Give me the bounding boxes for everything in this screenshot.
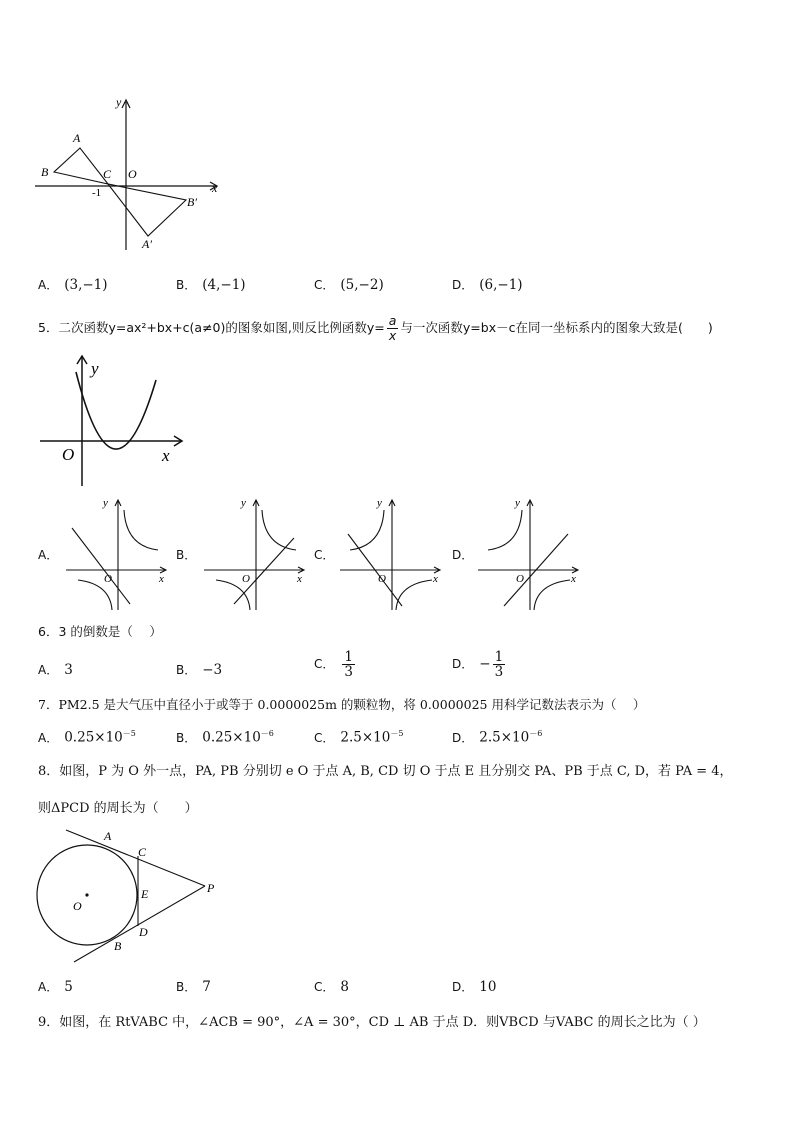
q5-option-b[interactable]: B． xyxy=(176,548,197,562)
q5-option-d[interactable]: D． xyxy=(452,548,474,562)
q6-question: 6．3 的倒数是（ ） xyxy=(38,624,162,639)
q4-option-c[interactable]: C． (5,−2) xyxy=(314,277,384,293)
q5-label-O: O xyxy=(62,445,75,464)
q8-label-B: B xyxy=(114,939,122,953)
q5-d-label-O: O xyxy=(516,573,524,585)
q4-label-B: B xyxy=(41,165,49,179)
q8-circle-figure xyxy=(30,826,230,966)
q5-a-label-O: O xyxy=(104,573,112,585)
q5-c-label-y: y xyxy=(377,497,382,509)
q9-question: 9．如图，在 RtVABC 中，∠ACB = 90°，∠A = 30°，CD ⊥ AB 于点 D．则VBCD 与VABC 的周长之比为（ ） xyxy=(38,1015,706,1030)
q8-label-C: C xyxy=(138,845,147,859)
q8-option-b[interactable]: B． 7 xyxy=(176,979,211,995)
q4-option-a[interactable]: A． (3,−1) xyxy=(38,277,108,293)
q4-figure xyxy=(30,90,230,260)
q6-option-a[interactable]: A． 3 xyxy=(38,662,73,678)
q5-parabola-figure xyxy=(36,350,186,490)
q7-option-d[interactable]: D． $2.5\times 10^{-6}$ xyxy=(452,729,543,746)
q8-option-c[interactable]: C． 8 xyxy=(314,979,349,995)
q5-label-x: x xyxy=(162,446,170,465)
q6-option-c[interactable]: C． $\frac{1}{3}$ xyxy=(314,649,353,680)
q4-option-d[interactable]: D． (6,−1) xyxy=(452,277,523,293)
q8-label-E: E xyxy=(141,887,149,901)
q8-question-line2: 则ΔPCD 的周长为（ ） xyxy=(38,801,198,816)
q7-option-a[interactable]: A． $0.25\times 10^{-5}$ xyxy=(38,729,136,746)
q7-option-c[interactable]: C． $2.5\times 10^{-5}$ xyxy=(314,729,404,746)
q7-option-b[interactable]: B． $0.25\times 10^{-6}$ xyxy=(176,729,274,746)
q5-b-label-x: x xyxy=(297,573,302,585)
q5-option-c-graph xyxy=(336,492,446,614)
q6-option-b[interactable]: B． −3 xyxy=(176,662,223,678)
q6-option-d[interactable]: D． − $\frac{1}{3}$ xyxy=(452,649,504,680)
q5-a-label-x: x xyxy=(159,573,164,585)
q5-b-label-O: O xyxy=(242,573,250,585)
q5-option-a[interactable]: A． xyxy=(38,548,59,562)
q4-label-B-prime: B′ xyxy=(187,195,197,209)
q5-option-c[interactable]: C． xyxy=(314,548,335,562)
q4-option-b[interactable]: B． (4,−1) xyxy=(176,277,246,293)
q5-a-label-y: y xyxy=(103,497,108,509)
q5-option-a-graph xyxy=(62,492,172,614)
q8-label-A: A xyxy=(104,829,112,843)
q8-label-D: D xyxy=(139,925,148,939)
q4-label-neg1: -1 xyxy=(92,187,102,199)
q5-question: 5．二次函数y=ax²+bx+c(a≠0)的图象如图,则反比例函数y= $\frac{a}{x}$ 与一次函数y=bx－c在同一坐标系内的图象大致是( ) xyxy=(38,313,713,343)
q8-question-line1: 8．如图，P 为 O 外一点，PA, PB 分别切 e O 于点 A, B, CD 切 O 于点 E 且分别交 PA、PB 于点 C, D，若 PA = 4， xyxy=(38,764,733,779)
q8-option-a[interactable]: A． 5 xyxy=(38,979,73,995)
q5-d-label-y: y xyxy=(515,497,520,509)
q5-label-y: y xyxy=(91,359,99,378)
q4-label-A-prime: A′ xyxy=(142,237,152,251)
q8-label-O: O xyxy=(73,899,82,913)
q5-c-label-O: O xyxy=(378,573,386,585)
q7-question: 7．PM2.5 是大气压中直径小于或等于 0.0000025m 的颗粒物，将 0.0000025 用科学记数法表示为（ ） xyxy=(38,697,646,712)
q5-b-label-y: y xyxy=(241,497,246,509)
q8-option-d[interactable]: D． 10 xyxy=(452,979,497,995)
q4-label-C: C xyxy=(103,167,112,181)
q4-label-y: y xyxy=(116,95,122,109)
q5-option-d-graph xyxy=(474,492,584,614)
q5-option-b-graph xyxy=(200,492,310,614)
q5-d-label-x: x xyxy=(571,573,576,585)
q4-label-A: A xyxy=(73,131,81,145)
q8-label-P: P xyxy=(207,881,215,895)
q4-label-x: x xyxy=(212,181,218,195)
q4-label-O: O xyxy=(128,167,137,181)
q5-c-label-x: x xyxy=(433,573,438,585)
